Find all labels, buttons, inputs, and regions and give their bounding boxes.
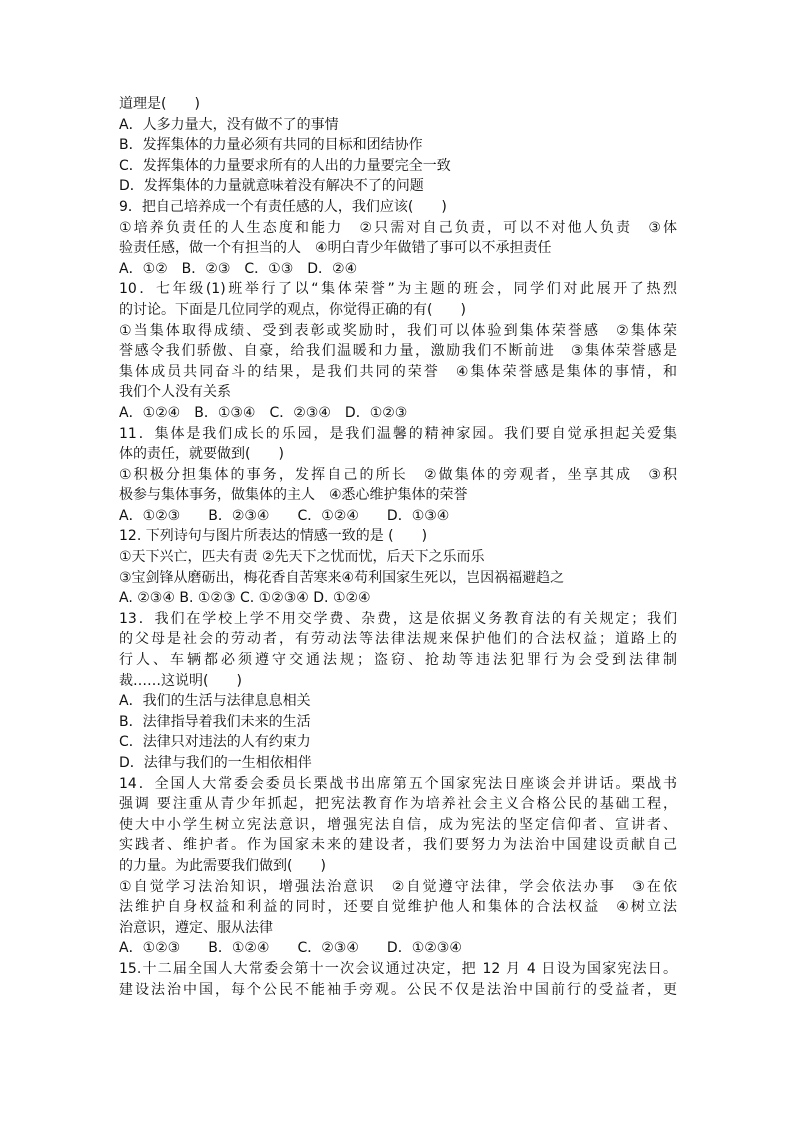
question-15-line-2: 建设法治中国，每个公民不能袖手旁观。公民不仅是法治中国前行的受益者，更: [119, 981, 677, 998]
question-9: 9．把自己培养成一个有责任感的人，我们应该( ): [119, 198, 447, 215]
q13-option-d: D．法律与我们的一生相依相伴: [119, 755, 312, 771]
q9-statements-line-2: 验责任感，做一个有担当的人 ④明白青少年做错了事可以不承担责任: [119, 240, 552, 257]
q14-statements-line-2: 法维护自身权益和利益的同时，还要自觉维护他人和集体的合法权益 ④树立法: [119, 899, 677, 916]
question-13-line-1: 13．我们在学校上学不用交学费、杂费，这是依据义务教育法的有关规定；我们: [119, 610, 677, 627]
question-15-line-1: 15.十二届全国人大常委会第十一次会议通过决定，把 12 月 4 日设为国家宪法日。: [119, 960, 677, 977]
question-10-line-2: 的讨论。下面是几位同学的观点，你觉得正确的有( ): [119, 301, 466, 318]
q14-statements-line-3: 治意识，遵定、服从法律: [119, 919, 273, 936]
question-10-line-1: 10．七年级(1)班举行了以“集体荣誉”为主题的班会，同学们对此展开了热烈: [119, 281, 677, 298]
question-14-line-5: 的力量。为此需要我们做到( ): [119, 857, 326, 874]
q12-options: A. ②③④ B. ①②③ C. ①②③④ D. ①②④: [119, 590, 371, 607]
question-14-line-3: 使大中小学生树立宪法意识，增强宪法自信，成为宪法的坚定信仰者、宣讲者、: [119, 816, 677, 833]
q13-option-b: B．法律指导着我们未来的生活: [119, 713, 311, 730]
q9-statements-line-1: ①培养负责任的人生态度和能力 ②只需对自己负责，可以不对他人负责 ③体: [119, 219, 677, 236]
q11-statements-line-2: 极参与集体事务，做集体的主人 ④悉心维护集体的荣誉: [119, 487, 468, 504]
question-11-line-2: 体的责任，就要做到( ): [119, 446, 284, 463]
q10-options: A．①②④ B．①③④ C．②③④ D．①②③: [119, 404, 408, 421]
question-14-line-1: 14．全国人大常委会委员长栗战书出席第五个国家宪法日座谈会并讲话。栗战书: [119, 775, 677, 792]
q14-statements-line-1: ①自觉学习法治知识，增强法治意识 ②自觉遵守法律，学会依法办事 ③在依: [119, 878, 677, 895]
exam-page: [119, 94, 677, 1000]
q14-options: A．①②③ B．①②④ C．②③④ D．①②③④: [119, 940, 462, 957]
option-c: C．发挥集体的力量要求所有的人出的力量要完全一致: [119, 157, 451, 174]
option-d: D．发挥集体的力量就意味着没有解决不了的问题: [119, 178, 424, 195]
q9-options: A．①② B．②③ C．①③ D．②④: [119, 260, 358, 277]
question-14-line-4: 实践者、维护者。作为国家未来的建设者，我们要努力为法治中国建设贡献自己: [119, 837, 677, 854]
q10-statements-line-3: 集体成员共同奋斗的结果，是我们共同的荣誉 ④集体荣誉感是集体的事情，和: [119, 363, 677, 380]
question-13-line-2: 的父母是社会的劳动者，有劳动法等法律法规来保护他们的合法权益；道路上的: [119, 631, 677, 648]
q12-statements-line-1: ①天下兴亡，匹夫有责 ②先天下之忧而忧，后天下之乐而乐: [119, 549, 485, 566]
q10-statements-line-1: ①当集体取得成绩、受到表彰或奖励时，我们可以体验到集体荣誉感 ②集体荣: [119, 322, 677, 339]
q13-option-c: C．法律只对违法的人有约束力: [119, 734, 311, 751]
question-13-line-4: 裁……这说明( ): [119, 672, 242, 689]
question-11-line-1: 11．集体是我们成长的乐园，是我们温馨的精神家园。我们要自觉承担起关爱集: [119, 425, 677, 442]
q13-option-a: A．我们的生活与法律息息相关: [119, 693, 311, 710]
q10-statements-line-2: 誉感令我们骄傲、自豪，给我们温暖和力量，激励我们不断前进 ③集体荣誉感是: [119, 343, 677, 360]
option-b: B．发挥集体的力量必须有共同的目标和团结协作: [119, 137, 423, 154]
text-line-1: 道理是( ): [119, 96, 200, 112]
question-14-line-2: 强调 要注重从青少年抓起，把宪法教育作为培养社会主义合格公民的基础工程，: [119, 796, 677, 813]
question-12: 12. 下列诗句与图片所表达的情感一致的是 ( ): [119, 528, 428, 545]
q10-statements-line-4: 我们个人没有关系: [119, 384, 231, 401]
question-13-line-3: 行人、车辆都必须遵守交通法规；盗窃、抢劫等违法犯罪行为会受到法律制: [119, 652, 677, 669]
q11-statements-line-1: ①积极分担集体的事务，发挥自己的所长 ②做集体的旁观者，坐享其成 ③积: [119, 466, 677, 483]
q12-statements-line-2: ③宝剑锋从磨砺出，梅花香自苦寒来④苟利国家生死以，岂因祸福避趋之: [119, 569, 565, 586]
q11-options: A．①②③ B．②③④ C．①②④ D．①③④: [119, 507, 450, 524]
option-a: A．人多力量大，没有做不了的事情: [119, 116, 339, 133]
